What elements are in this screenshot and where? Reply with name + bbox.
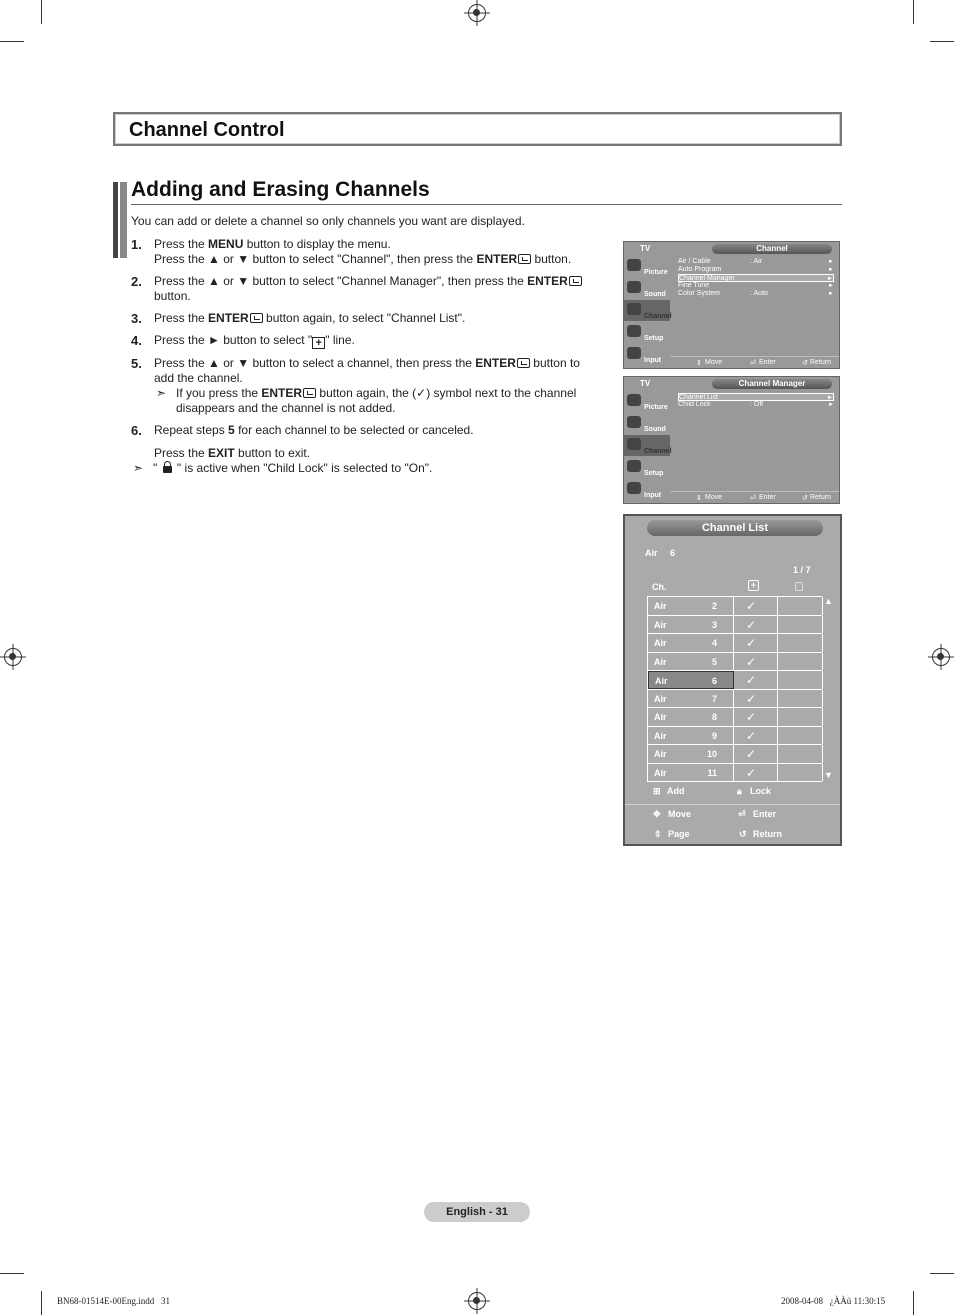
sidebar-label: Channel: [644, 448, 672, 455]
channel-rows: [647, 596, 822, 782]
enter-icon: ⏎: [750, 495, 756, 502]
channel-list-header: Channel List: [647, 520, 823, 536]
step-text: button to display the menu.: [243, 237, 391, 251]
row-num: 2: [711, 601, 717, 611]
registration-mark-icon: [468, 1292, 486, 1310]
sidebar-label: Picture: [644, 404, 668, 411]
row-num: 7: [711, 693, 717, 704]
arrow-right-icon: ►: [827, 395, 833, 401]
crop-mark: [41, 1291, 42, 1315]
column-ch: Ch.: [652, 582, 667, 592]
setup-icon: [627, 460, 641, 472]
step-3: [131, 311, 601, 326]
row-num: 4: [711, 638, 717, 648]
menu-item-value: : Air: [750, 258, 763, 265]
note-text: ) symbol next to the channel disappears and the channel is not added.: [176, 386, 577, 415]
step-5: [131, 356, 601, 416]
lock-cell[interactable]: [778, 745, 823, 763]
tv-sidebar: [624, 256, 670, 368]
enter-icon: [518, 254, 531, 264]
arrow-right-icon: ►: [828, 267, 834, 273]
row-air: Air: [655, 676, 668, 686]
tv-footer: [670, 356, 839, 368]
menu-item-fine-tune[interactable]: [678, 282, 834, 290]
input-icon: [627, 347, 641, 359]
table-row[interactable]: [647, 764, 822, 783]
menu-item-label: Channel List: [679, 394, 718, 401]
sound-icon: [627, 281, 641, 293]
step-text: button to exit.: [234, 446, 311, 460]
sidebar-item-input[interactable]: [624, 479, 670, 500]
row-air: Air: [654, 767, 667, 778]
scroll-up-icon[interactable]: ▲: [824, 596, 833, 606]
row-air: Air: [654, 712, 667, 722]
sidebar-item-setup[interactable]: [624, 322, 670, 343]
page-icon: ⇳: [654, 829, 662, 839]
sidebar-label: Sound: [644, 291, 666, 298]
add-icon: +: [312, 337, 325, 349]
enter-key-label: ENTER: [261, 386, 303, 400]
sidebar-item-channel[interactable]: [624, 435, 670, 456]
step-text: button to add the channel.: [154, 356, 580, 385]
note-text: button again, the (: [316, 386, 417, 400]
menu-key-label: MENU: [208, 237, 244, 251]
channel-icon: [627, 438, 641, 450]
scroll-down-icon[interactable]: ▼: [824, 770, 833, 780]
check-icon[interactable]: ✓: [746, 599, 757, 613]
sidebar-label: Setup: [644, 470, 664, 477]
step-4: [131, 333, 601, 349]
sidebar-label: Sound: [644, 426, 666, 433]
row-air: Air: [654, 693, 667, 704]
footer-return: Return: [810, 359, 832, 366]
sidebar-item-channel[interactable]: [624, 300, 670, 321]
print-slug-file: BN68-01514E-00Eng.indd 31: [57, 1296, 170, 1306]
menu-item-color-system[interactable]: [678, 290, 834, 298]
print-slug-date: 2008-04-08 ¿ÀÀü 11:30:15: [781, 1296, 886, 1306]
arrow-right-icon: ►: [828, 283, 834, 289]
menu-header: Channel Manager: [712, 379, 832, 389]
page-number: English - 31: [424, 1202, 530, 1222]
move-icon: ⇕: [696, 360, 702, 367]
tv-channel-list: [623, 514, 842, 846]
registration-mark-icon: [4, 648, 22, 666]
enter-key-label: ENTER: [476, 252, 518, 266]
add-column-icon: +: [748, 580, 759, 591]
row-air: Air: [654, 601, 667, 611]
menu-item-value: : Off: [750, 401, 764, 408]
arrow-right-icon: ►: [828, 291, 834, 297]
row-air: Air: [654, 619, 667, 630]
input-icon: [627, 482, 641, 494]
check-icon[interactable]: ✓: [746, 617, 757, 632]
enter-icon: [303, 388, 316, 398]
sidebar-item-sound[interactable]: [624, 413, 670, 434]
sidebar-item-sound[interactable]: [624, 278, 670, 299]
crop-mark: [0, 41, 24, 42]
section-title: Channel Control: [129, 119, 285, 141]
lock-legend-icon: 🔒︎: [737, 786, 742, 796]
tv-label: TV: [640, 244, 651, 253]
table-row[interactable]: [647, 616, 822, 635]
crop-mark: [913, 1291, 914, 1315]
tv-menu-channel-manager: [623, 376, 840, 504]
step-text: Repeat steps: [154, 423, 229, 437]
step-number: 6.: [131, 423, 142, 438]
check-icon[interactable]: ✓: [746, 728, 757, 743]
row-num: 10: [706, 749, 717, 759]
sidebar-item-setup[interactable]: [624, 457, 670, 478]
menu-item-channel-manager[interactable]: [678, 274, 834, 282]
lock-cell[interactable]: [778, 634, 823, 652]
step-number: 4.: [131, 333, 142, 348]
title-bar-decoration: [113, 182, 127, 258]
add-legend-icon: ⊞: [653, 786, 661, 796]
lock-cell[interactable]: [778, 653, 823, 671]
check-icon[interactable]: ✓: [746, 747, 757, 761]
step-text: Press the ► button to select ": [154, 333, 313, 347]
enter-key-label: ENTER: [527, 274, 568, 288]
footer-enter: Enter: [759, 494, 776, 501]
footer-page: Page: [668, 829, 690, 839]
check-icon[interactable]: ✓: [746, 710, 757, 724]
table-row[interactable]: [647, 653, 822, 672]
page-indicator: 1 / 7: [793, 565, 811, 575]
note-text: " is active when "Child Lock" is selected to "On".: [173, 461, 433, 475]
crop-mark: [41, 0, 42, 24]
step-number: 5.: [131, 356, 142, 371]
menu-item-auto-program[interactable]: [678, 266, 834, 274]
footer-move: Move: [668, 809, 692, 819]
table-row[interactable]: [647, 690, 822, 709]
arrow-right-icon: ►: [828, 402, 834, 408]
step-1: [131, 237, 601, 267]
footer-move: Move: [705, 494, 723, 501]
lock-column-icon: [795, 582, 803, 591]
table-row-selected[interactable]: [647, 671, 822, 690]
enter-icon: ⏎: [738, 809, 746, 819]
menu-header: Channel: [712, 244, 832, 254]
menu-items: [678, 258, 834, 298]
step-text: Press the ▲ or ▼ button to select "Channel Manager", then press the: [154, 274, 528, 288]
step-text: button.: [531, 252, 572, 266]
footer-return: Return: [753, 829, 782, 839]
note-text: If you press the: [176, 386, 262, 400]
row-num: 11: [707, 767, 717, 778]
check-icon: ✓: [416, 386, 427, 400]
intro-text: You can add or delete a channel so only channels you want are displayed.: [131, 214, 525, 228]
row-num: 9: [711, 730, 717, 741]
move-icon: ⇕: [696, 495, 702, 502]
note-arrow-icon: ➣: [133, 461, 144, 475]
menu-item-child-lock[interactable]: [678, 401, 834, 409]
sidebar-label: Channel: [644, 313, 672, 320]
tv-sidebar: [624, 391, 670, 503]
tv-menu-channel: [623, 241, 840, 369]
step-text: Press the ▲ or ▼ button to select "Channel", then press the: [154, 252, 477, 266]
crop-mark: [0, 1273, 24, 1274]
move-icon: ✥: [653, 809, 661, 819]
row-num: 3: [711, 619, 717, 630]
sidebar-item-input[interactable]: [624, 344, 670, 365]
picture-icon: [627, 394, 641, 406]
exit-key-label: EXIT: [208, 446, 235, 460]
check-icon[interactable]: ✓: [746, 654, 757, 669]
lock-cell[interactable]: [778, 616, 823, 634]
step-text: Press the ▲ or ▼ button to select a channel, then press the: [154, 356, 476, 370]
arrow-right-icon: ►: [828, 259, 834, 265]
note-arrow-icon: ➣: [156, 386, 167, 400]
crop-mark: [930, 1273, 954, 1274]
menu-item-label: Color System: [678, 290, 721, 297]
step-text: for each channel to be selected or canceled.: [234, 423, 474, 437]
crop-mark: [913, 0, 914, 24]
lock-cell[interactable]: [778, 708, 823, 726]
picture-icon: [627, 259, 641, 271]
step-text: button.: [154, 289, 191, 303]
menu-items: [678, 393, 834, 409]
enter-key-label: ENTER: [208, 311, 249, 325]
table-row[interactable]: [647, 597, 822, 616]
table-row[interactable]: [647, 745, 822, 764]
legend-lock: Lock: [750, 786, 772, 796]
lock-cell[interactable]: [778, 764, 823, 782]
enter-icon: [250, 313, 263, 323]
check-icon[interactable]: ✓: [746, 673, 757, 687]
sidebar-item-picture[interactable]: [624, 256, 670, 277]
row-air: Air: [654, 638, 667, 648]
registration-mark-icon: [468, 4, 486, 22]
lock-icon: [163, 466, 172, 473]
setup-icon: [627, 325, 641, 337]
table-row[interactable]: [647, 634, 822, 653]
table-row[interactable]: [647, 708, 822, 727]
row-num: 5: [711, 656, 717, 667]
enter-icon: ⏎: [750, 360, 756, 367]
footer-divider: [625, 804, 840, 805]
row-num: 8: [711, 712, 717, 722]
menu-item-label: Channel Manager: [679, 275, 735, 282]
enter-icon: [569, 276, 582, 286]
enter-icon: [517, 358, 530, 368]
return-icon: ↺: [802, 360, 808, 367]
footer-enter: Enter: [753, 809, 777, 819]
lock-cell[interactable]: [778, 690, 823, 708]
lock-cell[interactable]: [778, 671, 823, 689]
enter-key-label: ENTER: [475, 356, 516, 370]
check-icon[interactable]: ✓: [746, 691, 757, 706]
check-icon[interactable]: ✓: [746, 636, 757, 650]
page-title: Adding and Erasing Channels: [131, 178, 430, 201]
sidebar-item-picture[interactable]: [624, 391, 670, 412]
step-2: [131, 274, 601, 304]
step-text: " line.: [325, 333, 355, 347]
menu-item-label: Child Lock: [678, 401, 711, 408]
title-divider: [131, 204, 842, 205]
table-row[interactable]: [647, 727, 822, 746]
tv-footer: [670, 491, 839, 503]
row-air: Air: [654, 656, 667, 667]
sidebar-label: Setup: [644, 335, 664, 342]
section-header: [113, 112, 842, 146]
sidebar-label: Input: [644, 357, 662, 364]
return-icon: ↺: [802, 495, 808, 502]
sidebar-label: Input: [644, 492, 662, 499]
note-text: ": [153, 461, 161, 475]
footer-return: Return: [810, 494, 832, 501]
legend-add: Add: [667, 786, 685, 796]
step-text: Press the: [154, 446, 209, 460]
step-ref: 5: [228, 423, 235, 437]
current-channel: Air 6: [645, 548, 676, 558]
lock-cell[interactable]: [778, 597, 823, 615]
sidebar-label: Picture: [644, 269, 668, 276]
crop-mark: [930, 41, 954, 42]
registration-mark-icon: [932, 648, 950, 666]
sound-icon: [627, 416, 641, 428]
step-number: 2.: [131, 274, 142, 289]
menu-item-label: Air / Cable: [678, 258, 711, 265]
lock-cell[interactable]: [778, 727, 823, 745]
menu-item-channel-list[interactable]: [678, 393, 834, 401]
step-text: Press the: [154, 237, 209, 251]
step-number: 3.: [131, 311, 142, 326]
step-number: 1.: [131, 237, 142, 252]
final-note: [131, 461, 601, 476]
return-icon: ↺: [739, 829, 747, 839]
channel-icon: [627, 303, 641, 315]
row-air: Air: [654, 730, 667, 741]
menu-item-value: : Auto: [750, 290, 768, 297]
menu-item-label: Auto Program: [678, 266, 722, 273]
tv-label: TV: [640, 379, 651, 388]
check-icon[interactable]: ✓: [746, 765, 757, 780]
row-num: 6: [711, 676, 717, 686]
step-5-note: [154, 386, 601, 416]
arrow-right-icon: ►: [827, 276, 833, 282]
footer-enter: Enter: [759, 359, 776, 366]
steps-list: [131, 237, 601, 476]
row-air: Air: [654, 749, 667, 759]
footer-move: Move: [705, 359, 723, 366]
step-text: button again, to select "Channel List".: [262, 311, 466, 325]
step-text: Press the: [154, 311, 209, 325]
menu-item-air-cable[interactable]: [678, 258, 834, 266]
menu-item-label: Fine Tune: [678, 282, 710, 289]
step-6: [131, 423, 601, 461]
